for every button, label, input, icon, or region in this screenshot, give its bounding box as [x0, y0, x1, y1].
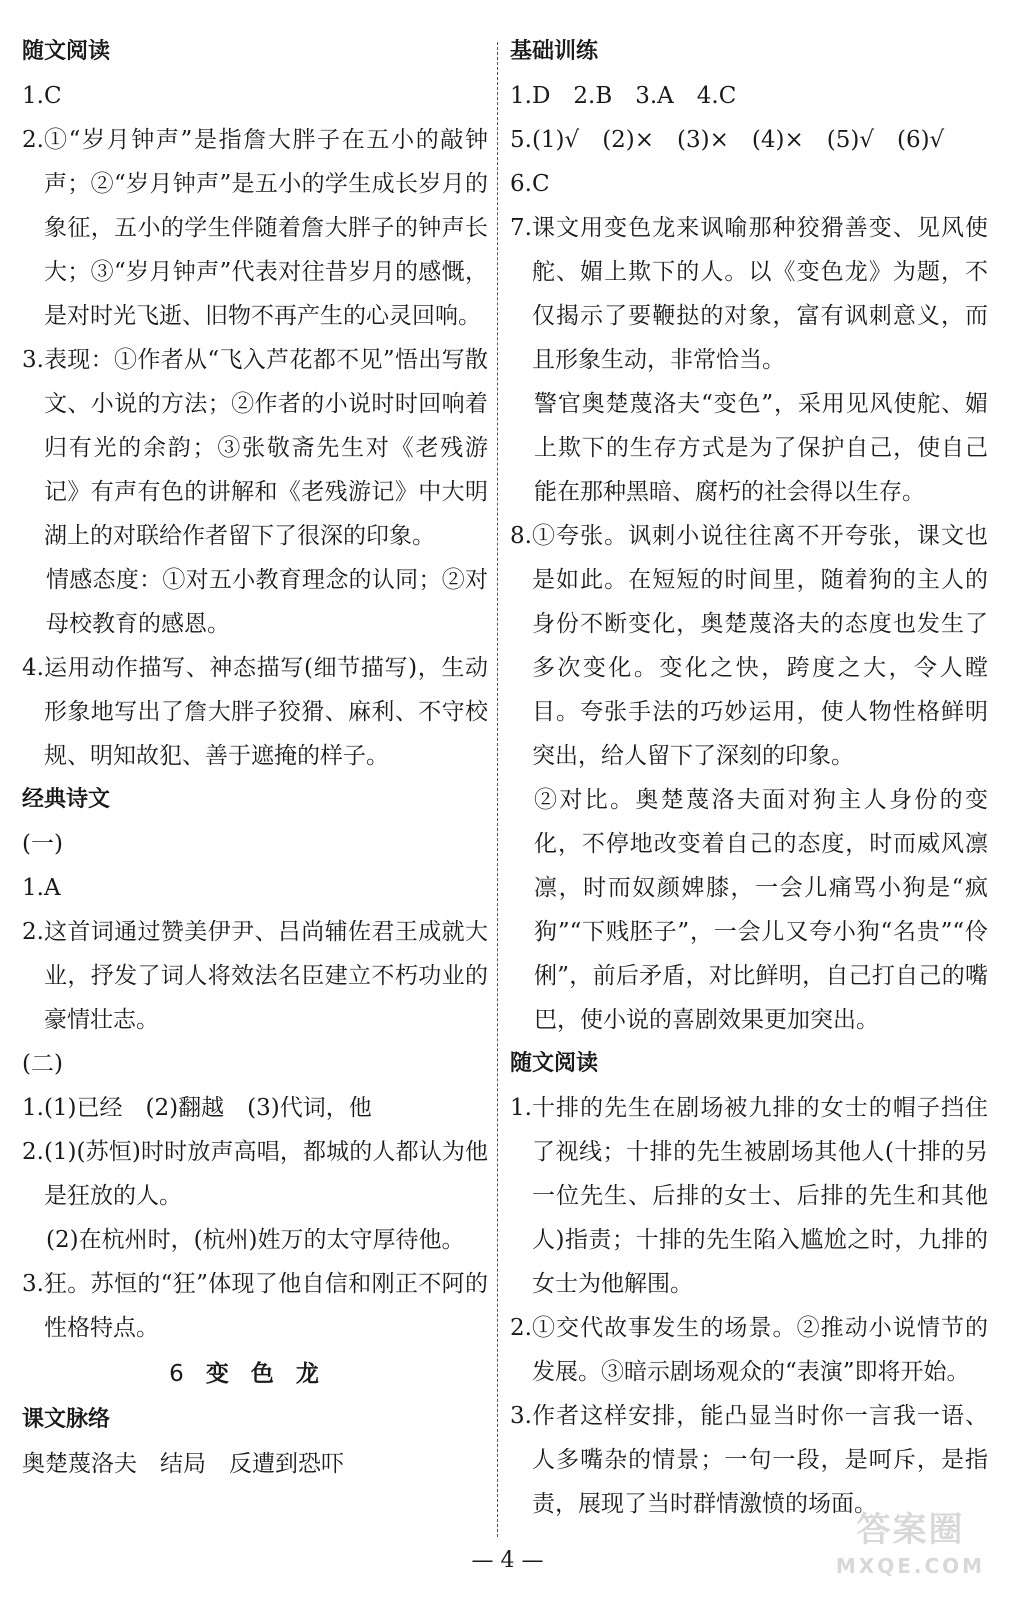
answer-item: 1. 十排的先生在剧场被九排的女士的帽子挡住了视线；十排的先生被剧场其他人(十排的另一位先生、后排的女士、后排的先生和其他人)指责；十排的先生陷入尴尬之时，九排的女士为他解围。 — [510, 1095, 988, 1297]
answer-item: 1. A — [22, 875, 61, 901]
section-heading: 随文阅读 — [22, 39, 111, 64]
answer-item: 2. ①“岁月钟声”是指詹大胖子在五小的敲钟声；②“岁月钟声”是五小的学生成长岁月的象征，五小的学生伴随着詹大胖子的钟声长大；③“岁月钟声”代表对往昔岁月的感慨，是对时光飞逝、旧物不再产生的心灵回响。 — [22, 127, 488, 329]
left-column — [22, 30, 488, 1486]
answer-continuation: 警官奥楚蔑洛夫“变色”，采用见风使舵、媚上欺下的生存方式是为了保护自己，使自己能在那种黑暗、腐朽的社会得以生存。 — [534, 391, 988, 505]
answer-item: 2. 这首词通过赞美伊尹、吕尚辅佐君王成就大业，抒发了词人将效法名臣建立不朽功业的豪情壮志。 — [22, 919, 488, 1033]
answer-item: 1. C — [22, 83, 62, 109]
answer-item: 6. C — [510, 171, 550, 197]
subsection-label: (二) — [22, 1051, 63, 1077]
section-heading: 课文脉络 — [22, 1407, 111, 1432]
outline-text: 奥楚蔑洛夫 结局 反遭到恐吓 — [22, 1451, 344, 1477]
column-divider — [497, 42, 498, 1537]
chapter-name: 变色龙 — [205, 1361, 341, 1387]
answer-item: 7. 课文用变色龙来讽喻那种狡猾善变、见风使舵、媚上欺下的人。以《变色龙》为题，不仅揭示了要鞭挞的对象，富有讽刺意义，而且形象生动，非常恰当。 — [510, 215, 988, 373]
watermark-logo — [818, 1508, 1003, 1592]
section-heading: 经典诗文 — [22, 787, 111, 812]
chapter-title — [22, 1352, 488, 1396]
answer-item: 2. (1)(苏恒)时时放声高唱，都城的人都认为他是狂放的人。 — [22, 1139, 488, 1209]
answer-item: 2. ①交代故事发生的场景。②推动小说情节的发展。③暗示剧场观众的“表演”即将开始。 — [510, 1315, 988, 1385]
answer-item: 5. (1)√ (2)× (3)× (4)× (5)√ (6)√ — [510, 127, 945, 153]
answer-item: 3. 作者这样安排，能凸显当时你一言我一语、人多嘴杂的情景；一句一段，是呵斥，是指责，展现了当时群情激愤的场面。 — [510, 1403, 988, 1517]
answer-item: 1.D 2.B 3.A 4.C — [510, 83, 737, 109]
answer-item: 3. 狂。苏恒的“狂”体现了他自信和刚正不阿的性格特点。 — [22, 1271, 488, 1341]
answer-item: 8. ①夸张。讽刺小说往往离不开夸张，课文也是如此。在短短的时间里，随着狗的主人的身份不断变化，奥楚蔑洛夫的态度也发生了多次变化。变化之快，跨度之大，令人瞠目。夸张手法的巧妙运用，使人物性格鲜明突出，给人留下了深刻的印象。 — [510, 523, 988, 769]
answer-item: 1. (1)已经 (2)翻越 (3)代词，他 — [22, 1095, 372, 1121]
section-heading: 随文阅读 — [510, 1051, 599, 1076]
subsection-label: (一) — [22, 831, 63, 857]
page-number: — 4 — — [471, 1548, 544, 1573]
answer-continuation: ②对比。奥楚蔑洛夫面对狗主人身份的变化，不停地改变着自己的态度，时而威风凛凛，时而奴颜婢膝，一会儿痛骂小狗是“疯狗”“下贱胚子”，一会儿又夸小狗“名贵”“伶俐”，前后矛盾，对比鲜明，自己打自己的嘴巴，使小说的喜剧效果更加突出。 — [534, 787, 988, 1033]
answer-item: 3. 表现：①作者从“飞入芦花都不见”悟出写散文、小说的方法；②作者的小说时时回响着归有光的余韵；③张敬斋先生对《老残游记》有声有色的讲解和《老残游记》中大明湖上的对联给作者留下了很深的印象。 — [22, 347, 488, 549]
section-heading: 基础训练 — [510, 39, 599, 64]
right-column — [510, 30, 988, 1526]
answer-continuation: (2)在杭州时，(杭州)姓万的太守厚待他。 — [46, 1227, 465, 1253]
watermark-text: 答案圈 — [856, 1510, 965, 1550]
chapter-number: 6 — [169, 1361, 184, 1387]
answer-continuation: 情感态度：①对五小教育理念的认同；②对母校教育的感恩。 — [46, 567, 488, 637]
answer-item: 4. 运用动作描写、神态描写(细节描写)，生动形象地写出了詹大胖子狡猾、麻利、不守校规、明知故犯、善于遮掩的样子。 — [22, 655, 488, 769]
watermark-url: MXQE.COM — [835, 1554, 986, 1578]
